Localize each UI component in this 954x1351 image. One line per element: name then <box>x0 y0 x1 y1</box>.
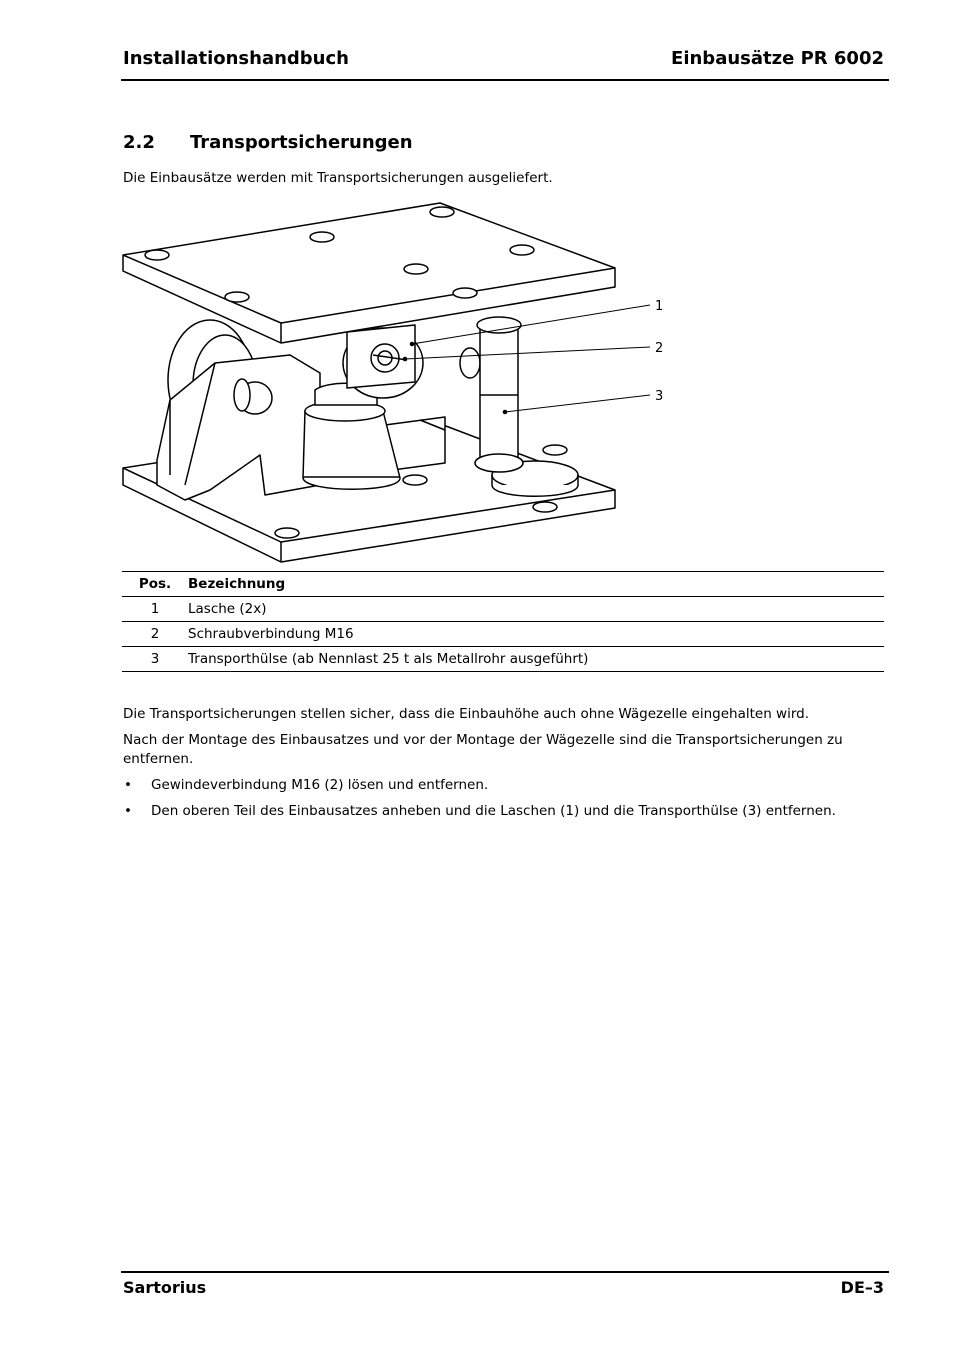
cell-pos: 3 <box>122 647 188 672</box>
mounting-kit-figure <box>115 195 675 567</box>
footer-page-number: DE–3 <box>840 1278 884 1297</box>
callout-3: 3 <box>655 389 664 404</box>
table-header-row <box>122 572 884 597</box>
callout-2: 2 <box>655 341 664 356</box>
section-number: 2.2 <box>123 132 155 153</box>
paragraph-purpose: Die Transportsicherungen stellen sicher, dass die Einbauhöhe auch ohne Wägezelle eingehalten wird. <box>123 706 810 722</box>
cell-bezeichnung: Lasche (2x) <box>188 597 884 622</box>
list-item <box>123 776 883 802</box>
bullet-icon: • <box>124 803 132 819</box>
section-heading <box>123 132 413 153</box>
section-title: Transportsicherungen <box>190 132 413 153</box>
top-plate <box>123 203 615 343</box>
col-header-bezeichnung: Bezeichnung <box>188 572 884 597</box>
page-footer <box>121 1271 889 1303</box>
list-item-text: Den oberen Teil des Einbausatzes anheben und die Laschen (1) und die Transporthülse (3) entfernen. <box>151 803 836 819</box>
col-header-pos: Pos. <box>122 572 188 597</box>
cell-bezeichnung: Transporthülse (ab Nennlast 25 t als Metallrohr ausgeführt) <box>188 647 884 672</box>
list-item <box>123 802 883 828</box>
table-row <box>122 597 884 622</box>
cell-pos: 1 <box>122 597 188 622</box>
table-row <box>122 622 884 647</box>
bullet-icon: • <box>124 777 132 793</box>
page-header <box>121 46 889 81</box>
intro-text: Die Einbausätze werden mit Transportsicherungen ausgeliefert. <box>123 170 553 186</box>
header-manual-title: Installationshandbuch <box>123 48 349 69</box>
list-item-text: Gewindeverbindung M16 (2) lösen und entfernen. <box>151 777 489 793</box>
position-table <box>122 571 884 672</box>
cell-bezeichnung: Schraubverbindung M16 <box>188 622 884 647</box>
cell-pos: 2 <box>122 622 188 647</box>
paragraph-removal-note: Nach der Montage des Einbausatzes und vor der Montage der Wägezelle sind die Transportsicherungen zu entfernen. <box>123 732 843 767</box>
instruction-list <box>123 776 883 828</box>
footer-company: Sartorius <box>123 1278 207 1297</box>
callout-1: 1 <box>655 299 664 314</box>
header-product-title: Einbausätze PR 6002 <box>671 48 884 69</box>
table-row <box>122 647 884 672</box>
